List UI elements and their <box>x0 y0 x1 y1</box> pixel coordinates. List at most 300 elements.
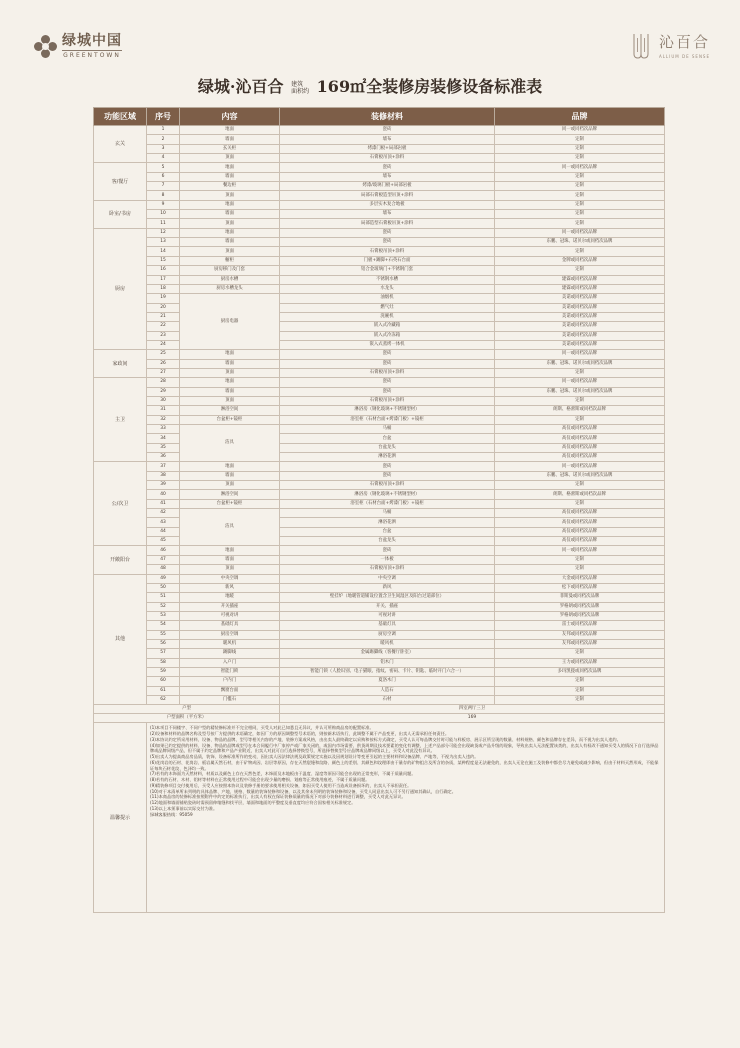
material-cell: 智能门锁（人脸识别、电子猫眼、指纹、密码、卡片、钥匙、临时开门六合一） <box>280 667 495 676</box>
greentown-logo <box>34 34 122 59</box>
brand-cell: 高仪或同档次品牌 <box>495 434 665 443</box>
brand-cell: 同一或同档次品牌 <box>495 546 665 555</box>
brand-cell: 定制 <box>495 144 665 153</box>
material-cell: 瓷砖 <box>280 163 495 172</box>
row-number-cell: 35 <box>147 443 180 452</box>
row-number-cell: 25 <box>147 350 180 359</box>
material-cell: 墙布 <box>280 172 495 181</box>
notes-list <box>150 725 661 811</box>
material-cell: 马桶 <box>280 425 495 434</box>
material-cell: 中央空调 <box>280 574 495 583</box>
item-cell: 地暖 <box>180 593 280 602</box>
project-logo-cn: 沁百合 <box>658 33 710 51</box>
brand-cell: 朗斯、格蕾斯或同档次品牌 <box>495 490 665 499</box>
brand-cell: 定制 <box>495 172 665 181</box>
item-cell: 台盆柜+镜柜 <box>180 415 280 424</box>
material-cell: 铝合金玻璃门+不锈钢门套 <box>280 266 495 275</box>
brand-cell: 定制 <box>495 219 665 228</box>
brand-cell: 美诺或同档次品牌 <box>495 303 665 312</box>
area-cell: 主卫 <box>94 378 147 462</box>
row-number-cell: 33 <box>147 425 180 434</box>
row-number-cell: 53 <box>147 611 180 620</box>
table-row <box>94 583 665 592</box>
table-row <box>94 228 665 237</box>
row-number-cell: 5 <box>147 163 180 172</box>
table-row <box>94 406 665 415</box>
table-row <box>94 135 665 144</box>
item-cell: 顶面 <box>180 481 280 490</box>
item-cell: 墙面 <box>180 359 280 368</box>
note-item: (6)花岗岩的石材、花岗岩、板岩属天然石材，由于矿物成因、岩层等原因，存在天然裂缝和纹路、颜色上的差别、其颜色和纹理即由于量存的矿物组合及所含的杂质，某种程度是无法避免的，出卖人无论在施工及装修中都会尽力避免或减少影响，但由于材料天然形成，不能保证每块石材花纹、色泽均一致。 <box>150 759 659 771</box>
item-cell: 地面 <box>180 378 280 387</box>
table-row <box>94 238 665 247</box>
note-item: (3)本协议约定所采用材料、设备、物品的品牌、型号等相关内容的产地、装修方案或风格，由出卖人最终确定以采购和按标方式确定，买受人认可每品牌交付时可能与样板房、展示区所呈现的数量、材料规格、颜色和品牌存在差异，而不视为出卖人违约。 <box>150 736 621 742</box>
summary-area-label: 户型面积（平方米） <box>94 714 280 723</box>
material-cell: 淋浴房（钢化玻璃+不锈钢型材） <box>280 406 495 415</box>
material-cell: 浴室柜（石材台面+烤漆门板）+镜柜 <box>280 415 495 424</box>
table-row <box>94 695 665 704</box>
note-item: (10)对于本清单所未列明的具体品牌、产地、规格、数量的装饰装修和设备，以及其余未列明的装饰装修和设备，买受人同意出卖人可不另行通知其确认，自行确定。 <box>150 788 456 794</box>
brand-cell: 建霖或同档次品牌 <box>495 275 665 284</box>
brand-cell: 定制 <box>495 565 665 574</box>
item-cell: 厨房水槽 <box>180 275 280 284</box>
item-cell: 地面 <box>180 163 280 172</box>
row-number-cell: 49 <box>147 574 180 583</box>
brand-cell: 罗格朗或同档次品牌 <box>495 611 665 620</box>
material-cell: 淋浴房（钢化玻璃+不锈钢型材） <box>280 490 495 499</box>
table-row <box>94 200 665 209</box>
material-cell: 马桶 <box>280 509 495 518</box>
item-cell: 厨房空调 <box>180 630 280 639</box>
material-cell: 局部石膏板造型吊顶+涂料 <box>280 191 495 200</box>
area-cell: 其他 <box>94 574 147 705</box>
row-number-cell: 14 <box>147 247 180 256</box>
brand-cell: 东鹏、冠珠、诺贝尔或同档次品牌 <box>495 359 665 368</box>
material-cell: 烤漆/玻璃门板+局部岩板 <box>280 182 495 191</box>
material-cell: 瓷砖 <box>280 378 495 387</box>
brand-cell: 高仪或同档次品牌 <box>495 527 665 536</box>
row-number-cell: 47 <box>147 555 180 564</box>
row-number-cell: 12 <box>147 228 180 237</box>
brand-cell: 高仪或同档次品牌 <box>495 453 665 462</box>
table-row <box>94 396 665 405</box>
item-cell: 地面 <box>180 200 280 209</box>
table-row <box>94 621 665 630</box>
note-item: (8)若有的石材、木材、铝材等材料在正常使用过程中可能会出现少量的磨损、划痕等正常使用痕迹，不属于质量问题。 <box>150 777 370 783</box>
row-number-cell: 43 <box>147 518 180 527</box>
brand-cell: 高仪或同档次品牌 <box>495 537 665 546</box>
item-cell: 墙面 <box>180 135 280 144</box>
brand-cell: 友邦或同档次品牌 <box>495 630 665 639</box>
material-cell: 基础灯具 <box>280 621 495 630</box>
table-row <box>94 453 665 462</box>
material-cell: 人造石 <box>280 686 495 695</box>
row-number-cell: 60 <box>147 677 180 686</box>
material-cell: 水龙头 <box>280 284 495 293</box>
brand-cell: 高仪或同档次品牌 <box>495 509 665 518</box>
brand-cell: 定制 <box>495 247 665 256</box>
item-cell: 智能门锁 <box>180 667 280 676</box>
note-item: (12)地面和墙面铺贴瓷砖时需预留伸缩缝和找平层，墙面和地面的平整度及垂直度均应符合国家相关标准规定。 <box>150 800 356 806</box>
table-row <box>94 425 665 434</box>
brand-cell: 定制 <box>495 135 665 144</box>
row-number-cell: 31 <box>147 406 180 415</box>
title-small <box>291 81 309 95</box>
table-row <box>94 303 665 312</box>
row-number-cell: 48 <box>147 565 180 574</box>
brand-cell: 金牌或同档次品牌 <box>495 256 665 265</box>
table-header <box>94 108 665 126</box>
area-cell: 开敞阳台 <box>94 546 147 574</box>
table-body <box>94 126 665 705</box>
table-row <box>94 481 665 490</box>
note-item: (11)本商品房的装修标准按照附件中约定的标准执行，出卖人有权在保证装修质量的情况下对部分装修材料进行调整，买受人对此无异议。 <box>150 794 406 800</box>
item-cell: 地面 <box>180 228 280 237</box>
material-cell: 一体板 <box>280 555 495 564</box>
table-row <box>94 340 665 349</box>
row-number-cell: 42 <box>147 509 180 518</box>
row-number-cell: 6 <box>147 172 180 181</box>
table-row <box>94 611 665 620</box>
row-number-cell: 46 <box>147 546 180 555</box>
table-row <box>94 256 665 265</box>
row-number-cell: 3 <box>147 144 180 153</box>
row-number-cell: 16 <box>147 266 180 275</box>
table-row <box>94 686 665 695</box>
row-number-cell: 44 <box>147 527 180 536</box>
material-cell: 铝木门 <box>280 658 495 667</box>
material-cell: 淋浴花洒 <box>280 453 495 462</box>
row-number-cell: 27 <box>147 368 180 377</box>
table-row <box>94 658 665 667</box>
summary-area-value: 169 <box>280 714 665 723</box>
item-cell: 门槛石 <box>180 695 280 704</box>
brand-cell: 雷士或同档次品牌 <box>495 621 665 630</box>
item-cell: 顶面 <box>180 565 280 574</box>
row-number-cell: 30 <box>147 396 180 405</box>
title-small-1: 建筑 <box>291 80 304 88</box>
material-cell: 石膏板吊顶+涂料 <box>280 396 495 405</box>
item-cell: 地面 <box>180 350 280 359</box>
row-number-cell: 51 <box>147 593 180 602</box>
brand-cell: 建霖或同档次品牌 <box>495 284 665 293</box>
material-cell: 石膏板吊顶+涂料 <box>280 565 495 574</box>
row-number-cell: 40 <box>147 490 180 499</box>
item-cell: 踢脚线 <box>180 649 280 658</box>
title-main: 169㎡全装修房装修设备标准表 <box>316 77 543 96</box>
note-item: (2)设备和材料的品牌名称及型号按厂方提供的术语确定，如因厂方的原因调整型号术语的，则按新术语执行，此调整不属于产品变更，出卖人无需承担任何责任。 <box>150 731 450 737</box>
material-cell: 暖风机 <box>280 639 495 648</box>
item-cell: 暖风机 <box>180 639 280 648</box>
table-row <box>94 312 665 321</box>
item-cell: 入户门 <box>180 658 280 667</box>
row-number-cell: 39 <box>147 481 180 490</box>
row-number-cell: 61 <box>147 686 180 695</box>
table-row <box>94 537 665 546</box>
material-cell: 瓷砖 <box>280 228 495 237</box>
brand-cell: 高仪或同档次品牌 <box>495 425 665 434</box>
note-item: (13)以上本须事前以实际交付为准。 <box>150 805 218 811</box>
table-row <box>94 518 665 527</box>
item-cell: 洁具 <box>180 509 280 546</box>
row-number-cell: 59 <box>147 667 180 676</box>
brand-cell: 定制 <box>495 266 665 275</box>
table-row <box>94 434 665 443</box>
material-cell: 局部造型石膏板吊顶+涂料 <box>280 219 495 228</box>
table-row <box>94 247 665 256</box>
table-row <box>94 368 665 377</box>
material-cell: 瓷砖 <box>280 359 495 368</box>
item-cell: 基础灯具 <box>180 621 280 630</box>
row-number-cell: 62 <box>147 695 180 704</box>
brand-cell: 高仪或同档次品牌 <box>495 518 665 527</box>
table-row <box>94 210 665 219</box>
row-number-cell: 34 <box>147 434 180 443</box>
item-cell: 顶面 <box>180 247 280 256</box>
table-row <box>94 667 665 676</box>
brand-cell: 定制 <box>495 210 665 219</box>
row-number-cell: 1 <box>147 126 180 135</box>
material-cell: 石膏板吊顶+涂料 <box>280 154 495 163</box>
item-cell: 中央空调 <box>180 574 280 583</box>
material-cell: 台盆龙头 <box>280 537 495 546</box>
material-cell: 台盆龙头 <box>280 443 495 452</box>
item-cell: 墙面 <box>180 172 280 181</box>
brand-cell: 大金或同档次品牌 <box>495 574 665 583</box>
logo-en: GREENTOWN <box>63 52 121 59</box>
col-header-no: 序号 <box>147 108 180 126</box>
brand-cell: 同一或同档次品牌 <box>495 462 665 471</box>
table-row <box>94 565 665 574</box>
brand-cell: 美诺或同档次品牌 <box>495 294 665 303</box>
row-number-cell: 32 <box>147 415 180 424</box>
material-cell: 台盆 <box>280 434 495 443</box>
project-logo-en: ALLIUM DE SENSE <box>658 54 710 59</box>
item-cell: 淋浴空间 <box>180 490 280 499</box>
item-cell: 新风 <box>180 583 280 592</box>
material-cell: 墙布 <box>280 135 495 144</box>
brand-cell: 定制 <box>495 368 665 377</box>
summary-row-area <box>94 714 665 723</box>
row-number-cell: 17 <box>147 275 180 284</box>
brand-cell: 美诺或同档次品牌 <box>495 331 665 340</box>
brand-cell: 美诺或同档次品牌 <box>495 322 665 331</box>
brand-cell: 同一或同档次品牌 <box>495 228 665 237</box>
item-cell: 墙面 <box>180 387 280 396</box>
logo-cn: 绿城中国 <box>62 33 122 49</box>
material-cell: 多层实木复合地板 <box>280 200 495 209</box>
item-cell: 厨房移门及门套 <box>180 266 280 275</box>
item-cell: 厨房电器 <box>180 294 280 350</box>
material-cell: 嵌入式冷冻箱 <box>280 331 495 340</box>
item-cell: 台盆柜+镜柜 <box>180 499 280 508</box>
material-cell: 新风 <box>280 583 495 592</box>
note-item: (1)本项目不同楼宇、不同户型的精装修标准并不完全相同，买受人对此已知悉且无异议，并认可所购商品房的配置标准。 <box>150 725 374 731</box>
brand-cell: 定制 <box>495 499 665 508</box>
table-row <box>94 144 665 153</box>
row-number-cell: 58 <box>147 658 180 667</box>
row-number-cell: 55 <box>147 630 180 639</box>
table-row <box>94 154 665 163</box>
item-cell: 户内门 <box>180 677 280 686</box>
note-item: (7)若有的木饰面为天然材料，材质以及颜色上存在天然色差，木饰面及木地板由于温度、湿度等原因可能会出现的正常变形，不属于质量问题。 <box>150 771 416 777</box>
row-number-cell: 41 <box>147 499 180 508</box>
row-number-cell: 18 <box>147 284 180 293</box>
row-number-cell: 26 <box>147 359 180 368</box>
page-title <box>0 74 740 97</box>
row-number-cell: 20 <box>147 303 180 312</box>
material-cell: 瓷砖 <box>280 546 495 555</box>
area-cell: 家政间 <box>94 350 147 378</box>
table-row <box>94 574 665 583</box>
material-cell: 嵌入式冷藏箱 <box>280 322 495 331</box>
row-number-cell: 45 <box>147 537 180 546</box>
brand-cell: 定制 <box>495 695 665 704</box>
row-number-cell: 11 <box>147 219 180 228</box>
item-cell: 淋浴空间 <box>180 406 280 415</box>
col-header-brand: 品牌 <box>495 108 665 126</box>
summary-row-type <box>94 705 665 714</box>
item-cell: 飘窗台面 <box>180 686 280 695</box>
notes-row <box>94 723 665 913</box>
item-cell: 可视对讲 <box>180 611 280 620</box>
row-number-cell: 13 <box>147 238 180 247</box>
brand-cell: 定制 <box>495 396 665 405</box>
brand-cell: 朗斯、格蕾斯或同档次品牌 <box>495 406 665 415</box>
table-row <box>94 630 665 639</box>
table-row <box>94 387 665 396</box>
table-row <box>94 649 665 658</box>
material-cell: 石材 <box>280 695 495 704</box>
brand-cell: 东鹏、冠珠、诺贝尔或同档次品牌 <box>495 387 665 396</box>
table-row <box>94 191 665 200</box>
table-row <box>94 350 665 359</box>
table-row <box>94 443 665 452</box>
col-header-material: 装修材料 <box>280 108 495 126</box>
material-cell: 瓷砖 <box>280 350 495 359</box>
table-row <box>94 219 665 228</box>
material-cell: 烤漆门板+局部岩板 <box>280 144 495 153</box>
table-row <box>94 677 665 686</box>
table-row <box>94 509 665 518</box>
material-cell: 瓷砖 <box>280 471 495 480</box>
row-number-cell: 28 <box>147 378 180 387</box>
brand-cell: 定制 <box>495 481 665 490</box>
table-row <box>94 266 665 275</box>
brand-cell: 定制 <box>495 686 665 695</box>
row-number-cell: 36 <box>147 453 180 462</box>
brand-cell: 菲斯曼或同档次品牌 <box>495 593 665 602</box>
table-row <box>94 415 665 424</box>
material-cell: 油烟机 <box>280 294 495 303</box>
material-cell: 石膏板吊顶+涂料 <box>280 481 495 490</box>
brand-cell: 定制 <box>495 154 665 163</box>
row-number-cell: 52 <box>147 602 180 611</box>
material-cell: 不锈钢水槽 <box>280 275 495 284</box>
row-number-cell: 22 <box>147 322 180 331</box>
table-row <box>94 182 665 191</box>
material-cell: 燃气灶 <box>280 303 495 312</box>
page-header <box>0 0 740 70</box>
brand-cell: 罗格朗或同档次品牌 <box>495 602 665 611</box>
brand-cell: 定制 <box>495 677 665 686</box>
brand-cell: 松下或同档次品牌 <box>495 583 665 592</box>
hotline: 绿城客服热线：95059 <box>150 811 193 817</box>
item-cell: 餐边柜 <box>180 182 280 191</box>
table-footer <box>94 705 665 913</box>
brand-cell: 东鹏、冠珠、诺贝尔或同档次品牌 <box>495 471 665 480</box>
table-row <box>94 284 665 293</box>
row-number-cell: 2 <box>147 135 180 144</box>
row-number-cell: 8 <box>147 191 180 200</box>
flower-icon <box>34 35 58 59</box>
material-cell: 嵌入式蒸烤一体机 <box>280 340 495 349</box>
table-row <box>94 593 665 602</box>
material-cell: 石膏板吊顶+涂料 <box>280 247 495 256</box>
summary-type-value: 四室两厅三卫 <box>280 705 665 714</box>
material-cell: 壁挂炉（地暖管道铺设位置含卫生间湿区及阳台过道部位） <box>280 593 495 602</box>
material-cell: 瓷砖 <box>280 387 495 396</box>
area-cell: 玄关 <box>94 126 147 163</box>
material-cell: 厨房空调 <box>280 630 495 639</box>
col-header-area: 功能区域 <box>94 108 147 126</box>
row-number-cell: 56 <box>147 639 180 648</box>
brand-cell: 定制 <box>495 555 665 564</box>
table-row <box>94 359 665 368</box>
item-cell: 顶面 <box>180 396 280 405</box>
item-cell: 墙面 <box>180 210 280 219</box>
table-row <box>94 639 665 648</box>
material-cell: 门板+踢脚+石英石台面 <box>280 256 495 265</box>
row-number-cell: 50 <box>147 583 180 592</box>
row-number-cell: 15 <box>147 256 180 265</box>
row-number-cell: 57 <box>147 649 180 658</box>
brand-cell: 高仪或同档次品牌 <box>495 443 665 452</box>
notes-label: 温馨提示 <box>94 723 147 913</box>
project-logo <box>631 30 710 60</box>
title-small-2: 面积约 <box>291 87 310 95</box>
row-number-cell: 38 <box>147 471 180 480</box>
brand-cell: 东鹏、冠珠、诺贝尔或同档次品牌 <box>495 238 665 247</box>
notes-content <box>147 723 665 913</box>
material-cell: 夏洛木门 <box>280 677 495 686</box>
table-row <box>94 555 665 564</box>
brand-cell: 王力或同档次品牌 <box>495 658 665 667</box>
table-row <box>94 462 665 471</box>
title-prefix: 绿城·沁百合 <box>197 77 284 96</box>
brand-cell: 美诺或同档次品牌 <box>495 340 665 349</box>
item-cell: 厨房水槽龙头 <box>180 284 280 293</box>
row-number-cell: 21 <box>147 312 180 321</box>
row-number-cell: 54 <box>147 621 180 630</box>
project-mark-icon <box>631 30 651 60</box>
brand-cell: 同一或同档次品牌 <box>495 163 665 172</box>
brand-cell: 定制 <box>495 415 665 424</box>
material-cell: 开关、插座 <box>280 602 495 611</box>
brand-cell: 定制 <box>495 191 665 200</box>
row-number-cell: 10 <box>147 210 180 219</box>
table-row <box>94 546 665 555</box>
table-row <box>94 499 665 508</box>
table-row <box>94 275 665 284</box>
item-cell: 地面 <box>180 462 280 471</box>
material-cell: 石膏板吊顶+涂料 <box>280 368 495 377</box>
brand-cell: 同一或同档次品牌 <box>495 126 665 135</box>
note-item: (9)精装修项目交付使用后，买受人应按照本协议及装修手册的要求使用相关设备，如因买受人使用不当造成设备损坏的，出卖人不承担责任。 <box>150 782 412 788</box>
brand-cell: 多玛凯拨或同档次品牌 <box>495 667 665 676</box>
note-item: (5)出卖人为提高商品房品质，装饰、设备标准所作的变动，因出卖人因法律法规及政策规定实施以及因规划设计等变更引起的主要材料和设备品牌、产地等，不视为出卖人违约。 <box>150 754 479 760</box>
item-cell: 墙面 <box>180 555 280 564</box>
